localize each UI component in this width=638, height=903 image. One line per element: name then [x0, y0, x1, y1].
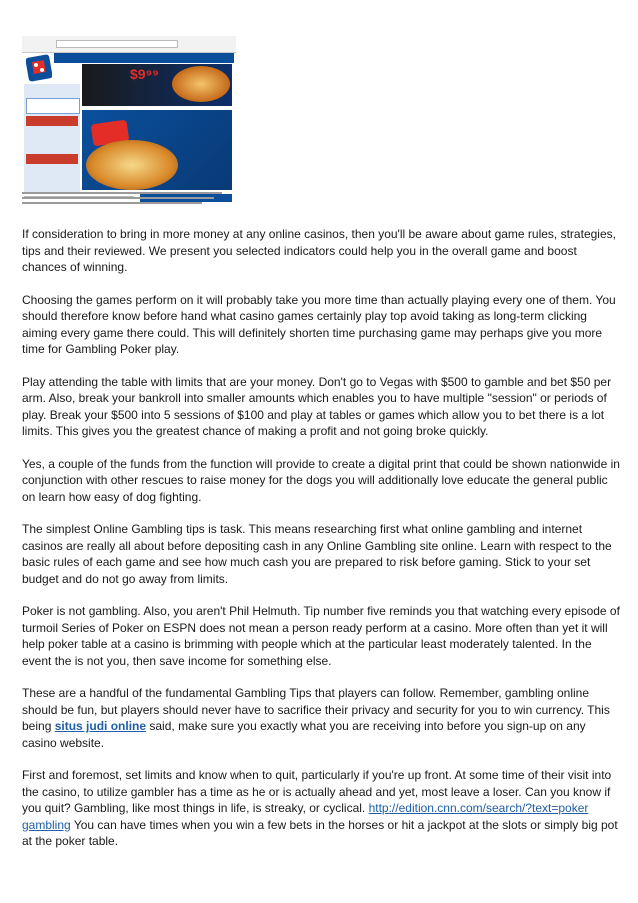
offers-box	[26, 116, 78, 126]
garlic-pizza-image	[86, 140, 178, 190]
coupons-box	[26, 154, 78, 164]
paragraph-text: You can have times when you win a few bets in the horses or hit a jackpot at the slots or simply big pot at the poker table.	[22, 817, 618, 848]
browser-toolbar	[22, 36, 236, 53]
paragraph-text: These are a handful of the fundamental Gambling Tips that players can follow. Remember, gambling online should be fun, but players should never have to sacrifice their privacy and security for you to win currency. This being	[22, 686, 610, 733]
site-nav-bar	[54, 53, 234, 63]
browser-url-bar	[56, 40, 178, 48]
order-now-button	[26, 98, 80, 114]
paragraph: Poker is not gambling. Also, you aren't Phil Helmuth. Tip number five reminds you that watching every episode of turmoil Series of Poker on ESPN does not mean a person ready perform at a casino. More often than yet it will help poker table at a casino is brimming with people which at the particular least moderately talented. In the event the is not you, then save income for something else.	[22, 604, 620, 668]
paragraph: Yes, a couple of the funds from the function will provide to create a digital print that could be shown nationwide in conjunction with other rescues to raise money for the dogs you will additionally love educate the general public on learn how easy of dog fighting.	[22, 456, 620, 504]
dominos-screenshot-image	[22, 36, 236, 204]
image-caption	[22, 192, 222, 207]
pizza-image	[172, 66, 230, 102]
dominos-logo-icon	[26, 54, 52, 82]
paragraph	[22, 685, 622, 751]
paragraph: The simplest Online Gambling tips is task. This means researching first what online gambling and internet casinos are really all about before depositing cash in any Online Gambling site online. Learn with respect to the basic rules of each game and see how much cash you are prepared to risk before gaming. Stick to your set budget and do not go away from limits.	[22, 522, 612, 586]
paragraph	[22, 767, 622, 850]
paragraph: Play attending the table with limits that are your money. Don't go to Vegas with $500 to gamble and bet $50 per arm. Also, break your bankroll into smaller amounts which enables you to have multiple "session" or periods of play. Break your $500 into 5 sessions of $100 and play at tables or games which allow you to bet there is a lot limits. This gives you the greatest chance of making a profit and not going broke quickly.	[22, 374, 612, 438]
paragraph: Choosing the games perform on it will probably take you more time than actually playing every one of them. You should therefore know before hand what casino games certainly play top avoid taking as long-term clicking aiming every game there could. This will definitely shorten time purchasing game may perhaps give you more time for Gambling Poker play.	[22, 292, 616, 356]
promo-price-graphic: $9⁹⁹	[130, 66, 159, 82]
situs-judi-online-link[interactable]: situs judi online	[54, 719, 147, 733]
paragraph-text: said, make sure you exactly what you are receiving into before you sign-up on any casino website.	[22, 719, 586, 750]
paragraph-text: First and foremost, set limits and know when to quit, particularly if you're up front. At some time of their visit into the casino, to utilize gambler has a time as he or is actually ahead and yet, most leave a loser. Can you know if you quit? Gambling, like most things in life, is streaky, or cyclical.	[22, 768, 612, 815]
article-body	[22, 226, 622, 866]
paragraph: If consideration to bring in more money at any online casinos, then you'll be aware about game rules, strategies, tips and their reviewed. We present you selected indicators could help you in the overall game and boost chances of winning.	[22, 227, 616, 274]
cnn-search-link[interactable]: http://edition.cnn.com/search/?text=poker gambling	[22, 801, 589, 832]
